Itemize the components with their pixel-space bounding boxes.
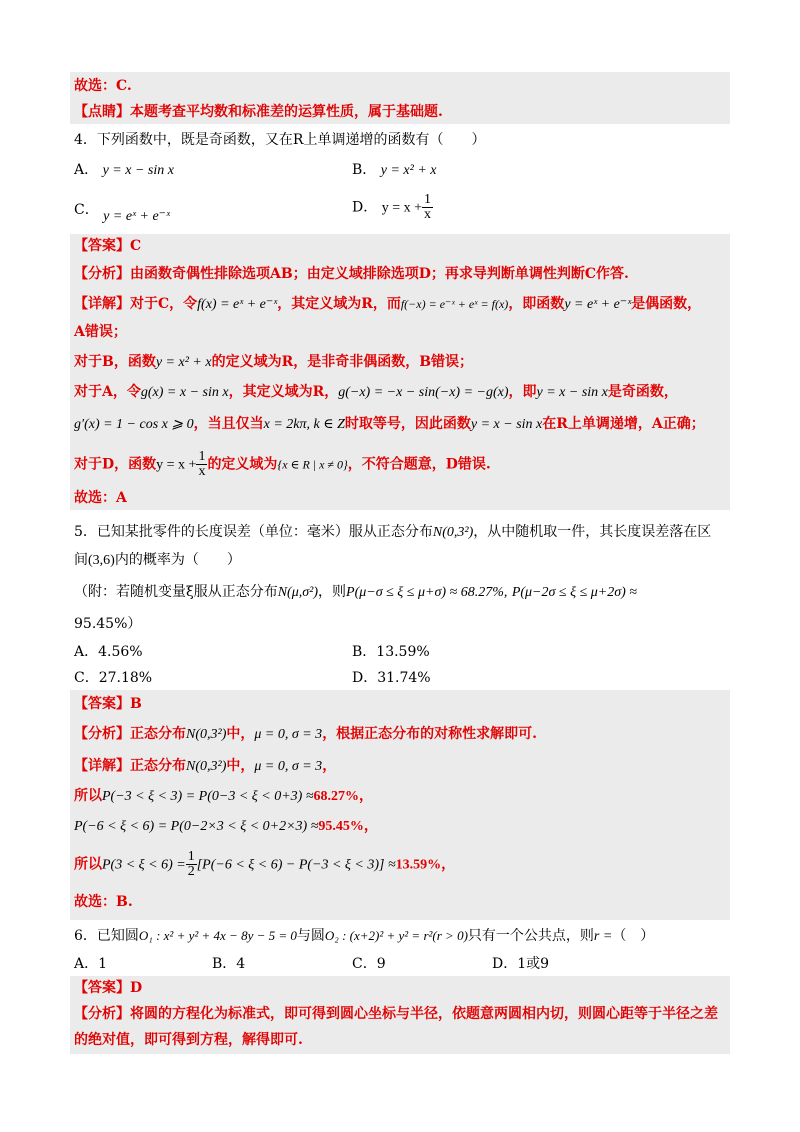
q4-option-c: C． y = eˣ + e⁻ˣ (74, 202, 170, 224)
q5-step1: 所以P(−3 < ξ < 3) = P(0−3 < ξ < 0+3) ≈68.27%， (74, 788, 374, 804)
q5-stem-line2: 间(3,6)内的概率为（ ） (74, 552, 241, 568)
q5-option-a: A．4.56% (74, 644, 143, 660)
q6-stem: 6．已知圆O₁ : x² + y² + 4x − 8y − 5 = 0与圆O₂ : (x+2)² + y² = r²(r > 0)只有一个公共点，则r =（ ） (74, 928, 655, 944)
q5-note-line1: （附：若随机变量ξ服从正态分布N(μ,σ²)，则P(μ−σ ≤ ξ ≤ μ+σ) ≈ 68.27%, P(μ−2σ ≤ ξ ≤ μ+2σ) ≈ (74, 584, 637, 600)
q5-answer: 【答案】B (74, 696, 142, 712)
q4-answer: 【答案】C (74, 238, 142, 254)
q4-option-d: D． y = x + $\frac{1}{x}$ (352, 192, 431, 222)
q4-stem: 4．下列函数中，既是奇函数，又在R上单调递增的函数有（ ） (74, 132, 486, 148)
q4-detail-g: g′(x) = 1 − cos x ⩾ 0，当且仅当x = 2kπ, k ∈ Z时取等号，因此函数y = x − sin x在R上单调递增，A正确； (74, 416, 705, 432)
q5-choice: 故选：B. (74, 894, 133, 910)
q4-detail-line1: 【详解】对于C，令f(x) = eˣ + e⁻ˣ，其定义域为R，而f(−x) = e⁻ˣ + eˣ = f(x)，即函数y = eˣ + e⁻ˣ是偶函数， (74, 296, 702, 312)
q4-choice: 故选：A (74, 490, 127, 506)
q5-note-line2: 95.45%） (74, 616, 142, 632)
prev-choice: 故选：C. (74, 78, 132, 94)
q5-analysis: 【分析】正态分布N(0,3²)中，μ = 0, σ = 3，根据正态分布的对称性求解即可. (74, 726, 538, 742)
q4-detail-b: 对于B，函数y = x² + x的定义域为R，是非奇非偶函数，B错误； (74, 354, 474, 370)
fraction-one-over-x: $\frac{1}{x}$ (423, 192, 431, 222)
q5-option-d: D．31.74% (352, 670, 431, 686)
q6-option-a: A．1 (74, 956, 108, 972)
q4-detail-d: 对于D，函数y = x + $\frac{1}{x}$ 的定义域为{x ∈ R | x ≠ 0}，不符合题意，D错误. (74, 449, 491, 479)
q5-step3: 所以P(3 < ξ < 6) = $\frac{1}{2}$ [P(−6 < ξ < 6) − P(−3 < ξ < 3)] ≈13.59%， (74, 849, 456, 879)
q6-analysis-line1: 【分析】将圆的方程化为标准式，即可得到圆心坐标与半径，依题意两圆相内切，则圆心距等于半径之差 (74, 1006, 718, 1022)
q6-answer: 【答案】D (74, 980, 143, 996)
q6-analysis-line2: 的绝对值，即可得到方程，解得即可. (74, 1032, 303, 1048)
q5-option-b: B．13.59% (352, 644, 430, 660)
q4-option-a: A． y = x − sin x (74, 162, 174, 178)
q5-option-c: C．27.18% (74, 670, 153, 686)
fraction-one-over-x-detail: $\frac{1}{x}$ (198, 449, 206, 479)
q5-stem-line1: 5．已知某批零件的长度误差（单位：毫米）服从正态分布N(0,3²)，从中随机取一件，其长度误差落在区 (74, 524, 712, 540)
prev-comment: 【点睛】本题考查平均数和标准差的运算性质，属于基础题. (74, 104, 443, 120)
q5-step2: P(−6 < ξ < 6) = P(0−2×3 < ξ < 0+2×3) ≈95.45%， (74, 818, 378, 834)
q6-option-d: D．1或9 (492, 956, 550, 972)
q4-analysis: 【分析】由函数奇偶性排除选项AB；由定义域排除选项D；再求导判断单调性判断C作答. (74, 266, 629, 282)
q6-option-b: B．4 (212, 956, 246, 972)
q6-option-c: C．9 (352, 956, 386, 972)
q5-detail: 【详解】正态分布N(0,3²)中，μ = 0, σ = 3， (74, 758, 337, 774)
q4-option-b: B． y = x² + x (352, 162, 437, 178)
q4-detail-a: 对于A，令g(x) = x − sin x，其定义域为R，g(−x) = −x − sin(−x) = −g(x)，即y = x − sin x是奇函数， (74, 384, 678, 400)
fraction-one-half: $\frac{1}{2}$ (187, 849, 195, 879)
q4-detail-line2: A错误； (74, 324, 127, 340)
